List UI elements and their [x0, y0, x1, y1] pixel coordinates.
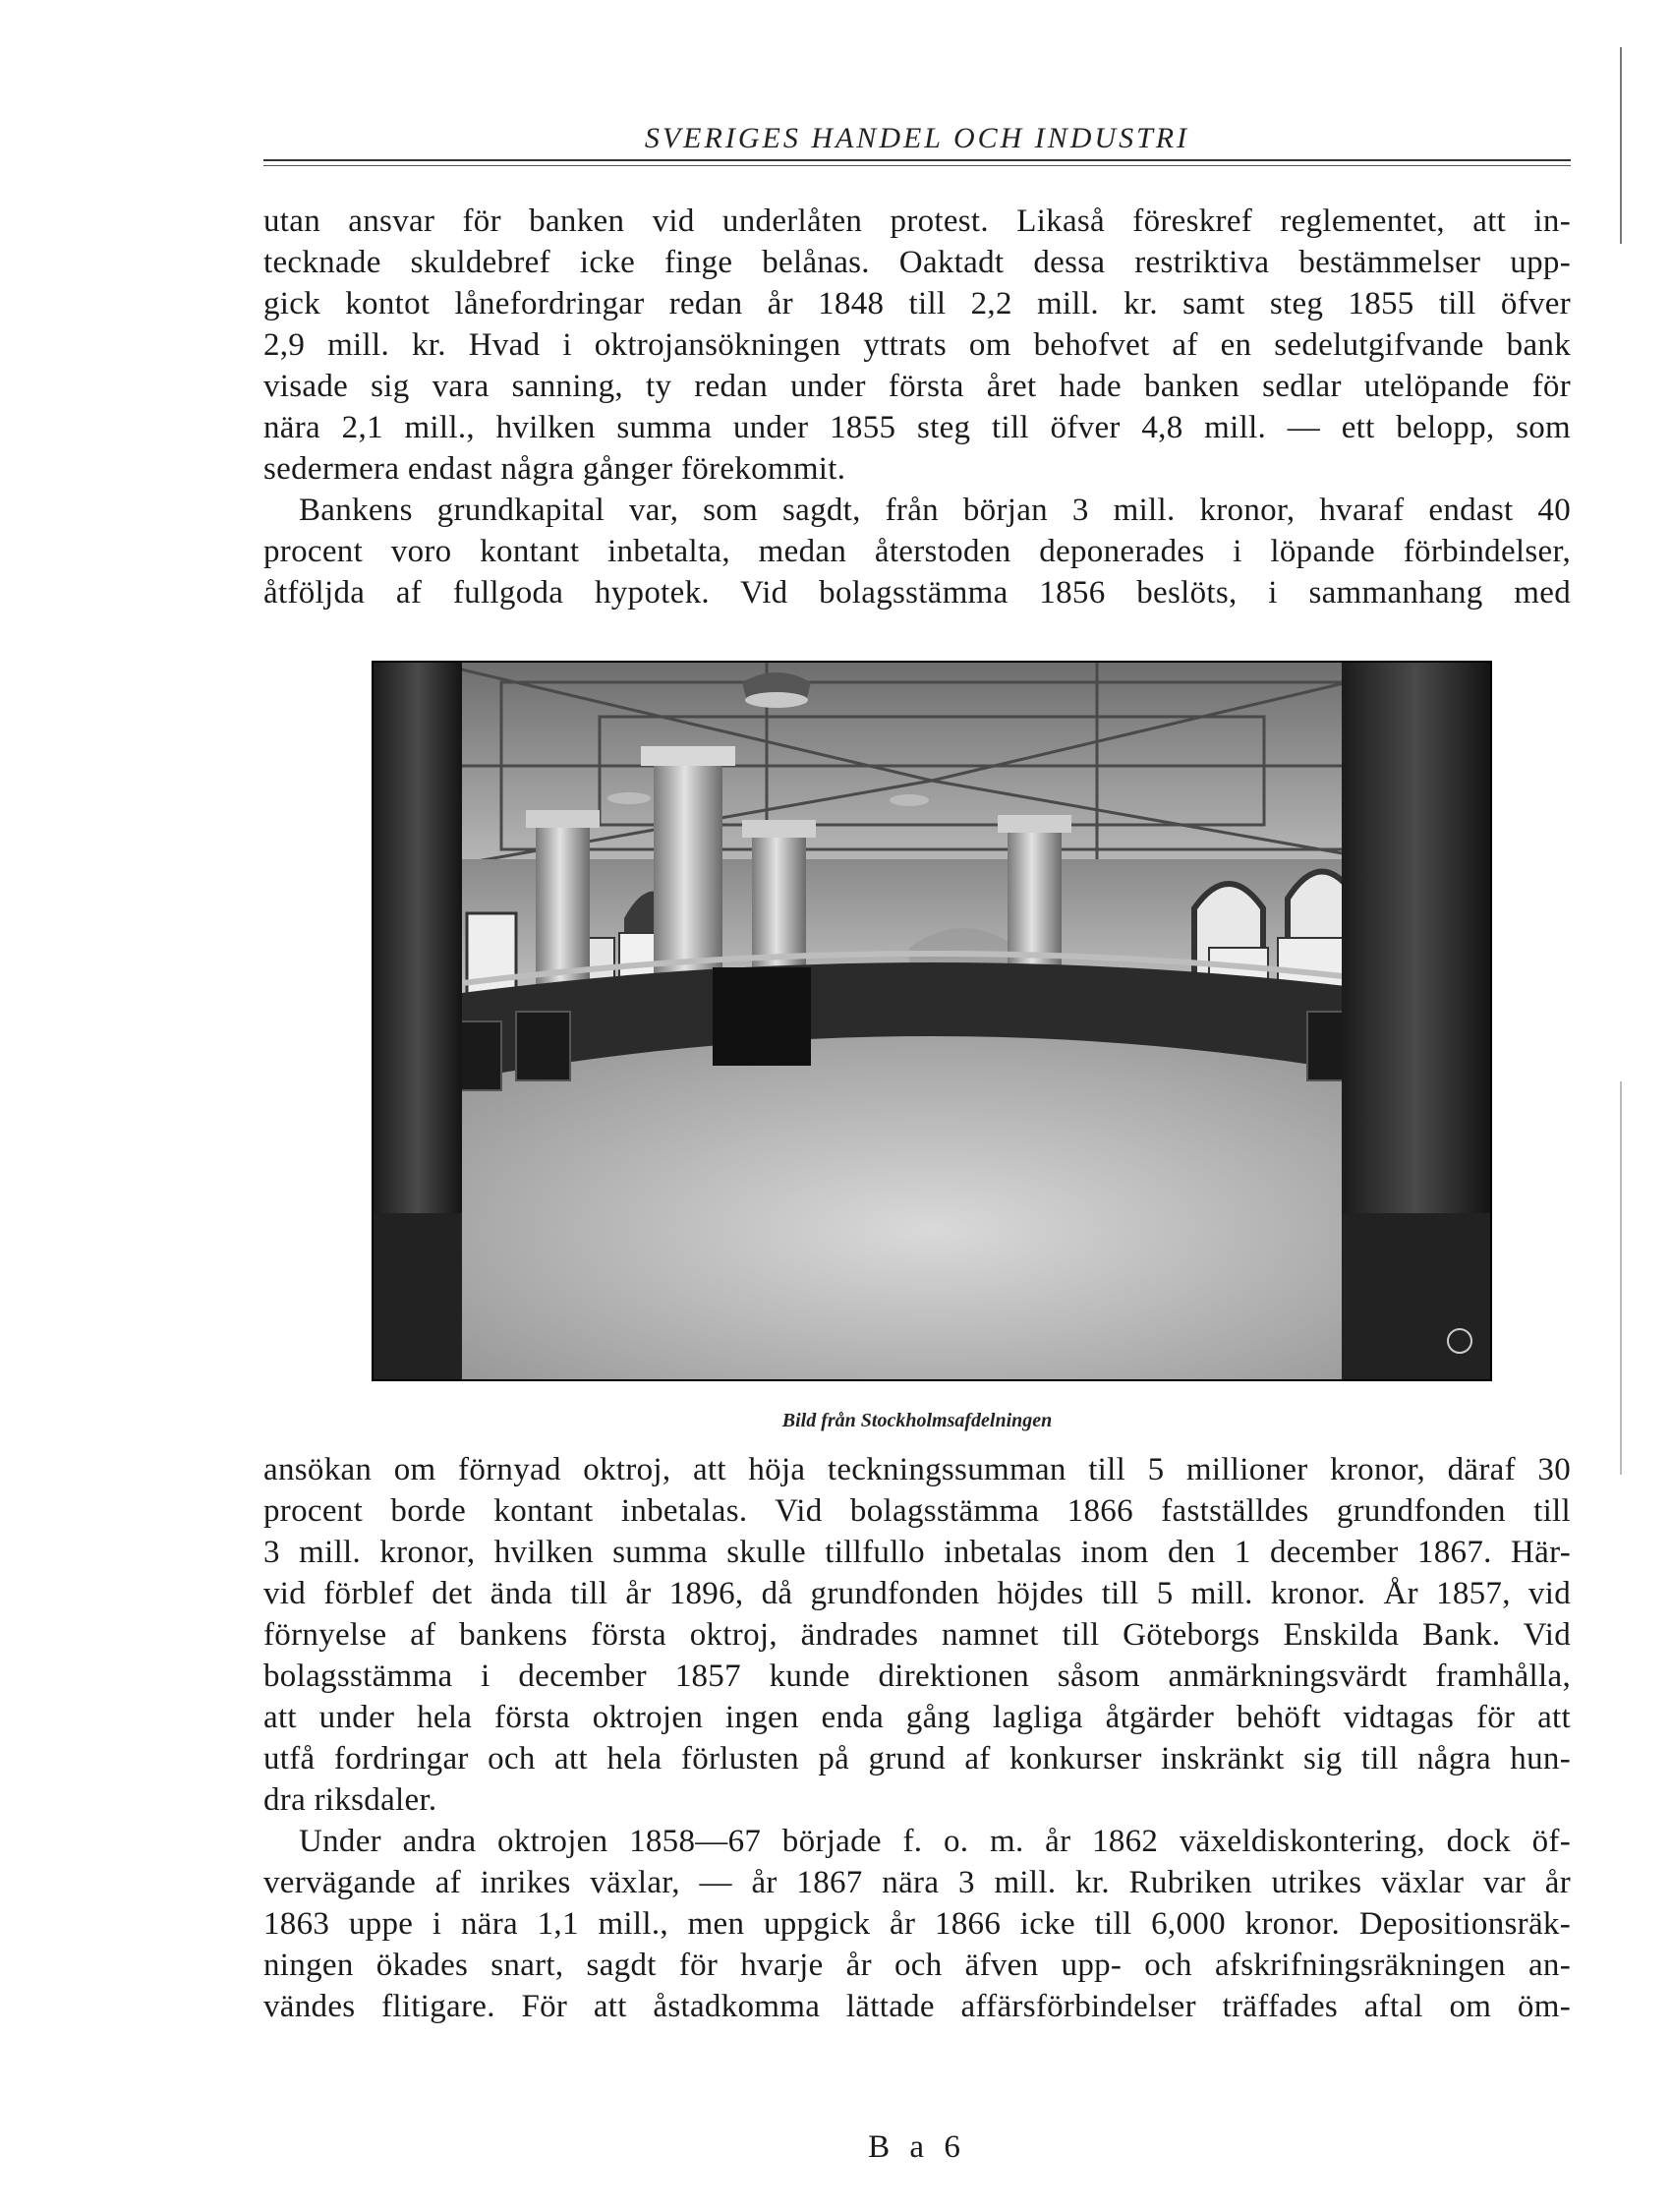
bank-hall-photograph — [372, 661, 1492, 1381]
text-line: tecknade skuldebref icke finge belånas. Oaktadt dessa restriktiva bestämmelser upp- — [263, 245, 1571, 280]
text-line: gick kontot lånefordringar redan år 1848 till 2,2 mill. kr. samt steg 1855 till öfver — [263, 286, 1571, 321]
text-line: åtföljda af fullgoda hypotek. Vid bolagsstämma 1856 beslöts, i sammanhang med — [263, 575, 1571, 611]
text-line: 1863 uppe i nära 1,1 mill., men uppgick år 1866 icke till 6,000 kronor. Depositionsräk- — [263, 1906, 1571, 1942]
text-line: dra riksdaler. — [263, 1782, 437, 1818]
text-line: procent borde kontant inbetalas. Vid bolagsstämma 1866 fastställdes grundfonden till — [263, 1493, 1571, 1529]
text-line: visade sig vara sanning, ty redan under första året hade banken sedlar utelöpande för — [263, 369, 1571, 404]
text-line: Bankens grundkapital var, som sagdt, från början 3 mill. kronor, hvaraf endast 40 — [299, 493, 1571, 528]
text-line: utfå fordringar och att hela förlusten på grund af konkurser inskränkt sig till några hun- — [263, 1741, 1571, 1776]
text-line: 3 mill. kronor, hvilken summa skulle tillfullo inbetalas inom den 1 december 1867. Här- — [263, 1535, 1571, 1570]
header-rule-thin — [263, 165, 1571, 166]
text-line: ningen ökades snart, sagdt för hvarje år och äfven upp- och afskrifningsräkningen an- — [263, 1948, 1571, 1983]
text-block-bottom — [263, 1449, 1571, 2027]
header-rule — [263, 159, 1571, 161]
text-line: 2,9 mill. kr. Hvad i oktrojansökningen yttrats om behofvet af en sedelutgifvande bank — [263, 327, 1571, 363]
text-line: ansökan om förnyad oktroj, att höja teckningssumman till 5 millioner kronor, däraf 30 — [263, 1452, 1571, 1487]
text-line: förnyelse af bankens första oktroj, ändrades namnet till Göteborgs Enskilda Bank. Vid — [263, 1617, 1571, 1653]
photo-caption: Bild från Stockholmsafdelningen — [781, 1410, 1053, 1431]
running-header: SVERIGES HANDEL OCH INDUSTRI — [644, 122, 1190, 154]
text-line: nära 2,1 mill., hvilken summa under 1855 steg till öfver 4,8 mill. — ett belopp, som — [263, 410, 1571, 445]
text-line: Under andra oktrojen 1858—67 började f. o. m. år 1862 växeldiskontering, dock öf- — [299, 1824, 1571, 1859]
text-line: procent voro kontant inbetalta, medan återstoden deponerades i löpande förbindelser, — [263, 534, 1571, 569]
scan-edge-line — [1620, 47, 1622, 244]
text-line: sedermera endast några gånger förekommit. — [263, 451, 846, 487]
text-line: vid förblef det ända till år 1896, då grundfonden höjdes till 5 mill. kronor. År 1857, vid — [263, 1576, 1571, 1611]
text-line: att under hela första oktrojen ingen enda gång lagliga åtgärder behöft vidtagas för att — [263, 1700, 1571, 1735]
signature-mark: B a 6 — [868, 2129, 966, 2165]
text-line: utan ansvar för banken vid underlåten protest. Likaså föreskref reglementet, att in- — [263, 204, 1571, 239]
text-line: vändes flitigare. För att åstadkomma lättade affärsförbindelser träffades aftal om öm- — [263, 1989, 1571, 2024]
text-line: vervägande af inrikes växlar, — år 1867 nära 3 mill. kr. Rubriken utrikes växlar var år — [263, 1865, 1571, 1900]
scan-edge-line — [1620, 1081, 1622, 1475]
text-line: bolagsstämma i december 1857 kunde direktionen såsom anmärkningsvärdt framhålla, — [263, 1659, 1571, 1694]
text-block-top — [263, 201, 1571, 613]
